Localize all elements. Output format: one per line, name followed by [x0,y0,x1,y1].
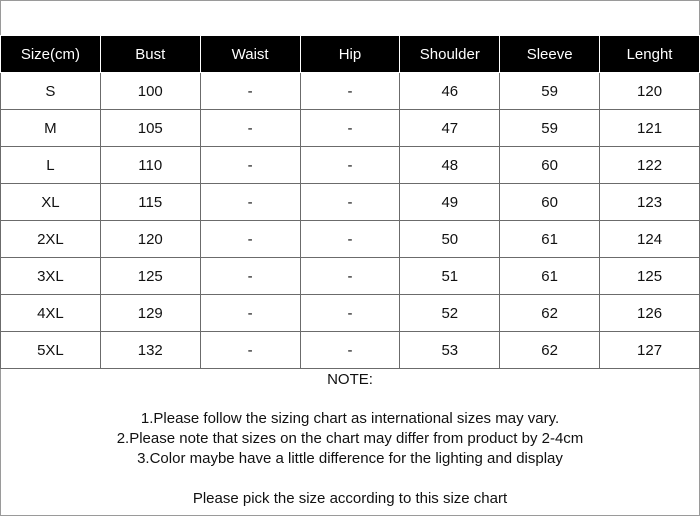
cell-length: 126 [600,295,700,332]
cell-bust: 110 [100,147,200,184]
cell-bust: 100 [100,73,200,110]
cell-sleeve: 59 [500,73,600,110]
cell-length: 121 [600,110,700,147]
cell-shoulder: 52 [400,295,500,332]
cell-hip: - [300,147,400,184]
cell-sleeve: 60 [500,147,600,184]
cell-bust: 125 [100,258,200,295]
cell-length: 125 [600,258,700,295]
cell-bust: 115 [100,184,200,221]
cell-shoulder: 48 [400,147,500,184]
cell-sleeve: 61 [500,258,600,295]
cell-sleeve: 62 [500,332,600,369]
cell-size: XL [1,184,101,221]
header-shoulder: Shoulder [400,36,500,73]
cell-waist: - [200,332,300,369]
cell-hip: - [300,332,400,369]
cell-length: 127 [600,332,700,369]
note-line: 1.Please follow the sizing chart as international sizes may vary. [140,410,560,427]
cell-size: S [1,73,101,110]
cell-waist: - [200,73,300,110]
cell-shoulder: 53 [400,332,500,369]
table-row [1,332,700,369]
table-row [1,184,700,221]
cell-sleeve: 59 [500,110,600,147]
cell-bust: 105 [100,110,200,147]
cell-hip: - [300,184,400,221]
note-line: 3.Color maybe have a little difference for the lighting and display [137,450,563,467]
cell-sleeve: 62 [500,295,600,332]
cell-size: 5XL [1,332,101,369]
cell-hip: - [300,221,400,258]
table-row [1,295,700,332]
cell-size: M [1,110,101,147]
cell-length: 122 [600,147,700,184]
cell-waist: - [200,147,300,184]
cell-length: 120 [600,73,700,110]
cell-length: 124 [600,221,700,258]
table-row [1,147,700,184]
header-waist: Waist [200,36,300,73]
note-line: 2.Please note that sizes on the chart may differ from product by 2-4cm [116,430,584,447]
cell-waist: - [200,184,300,221]
table-row [1,258,700,295]
header-bust: Bust [100,36,200,73]
cell-sleeve: 60 [500,184,600,221]
notes-section [0,369,700,509]
cell-shoulder: 49 [400,184,500,221]
notes-footer: Please pick the size according to this size chart [192,490,508,507]
cell-shoulder: 50 [400,221,500,258]
cell-bust: 120 [100,221,200,258]
cell-hip: - [300,73,400,110]
header-hip: Hip [300,36,400,73]
cell-hip: - [300,110,400,147]
table-row [1,110,700,147]
cell-shoulder: 46 [400,73,500,110]
table-row [1,221,700,258]
cell-waist: - [200,110,300,147]
header-length: Lenght [600,36,700,73]
table-header-row [1,36,700,73]
header-size: Size(cm) [1,36,101,73]
cell-hip: - [300,258,400,295]
cell-sleeve: 61 [500,221,600,258]
size-chart-table [0,35,700,369]
header-sleeve: Sleeve [500,36,600,73]
cell-shoulder: 51 [400,258,500,295]
cell-waist: - [200,221,300,258]
cell-bust: 129 [100,295,200,332]
cell-bust: 132 [100,332,200,369]
cell-hip: - [300,295,400,332]
cell-waist: - [200,295,300,332]
notes-list [0,409,700,469]
table-row [1,73,700,110]
cell-waist: - [200,258,300,295]
cell-shoulder: 47 [400,110,500,147]
cell-size: 2XL [1,221,101,258]
cell-size: 3XL [1,258,101,295]
cell-size: L [1,147,101,184]
cell-length: 123 [600,184,700,221]
notes-title: NOTE: [327,371,373,388]
cell-size: 4XL [1,295,101,332]
